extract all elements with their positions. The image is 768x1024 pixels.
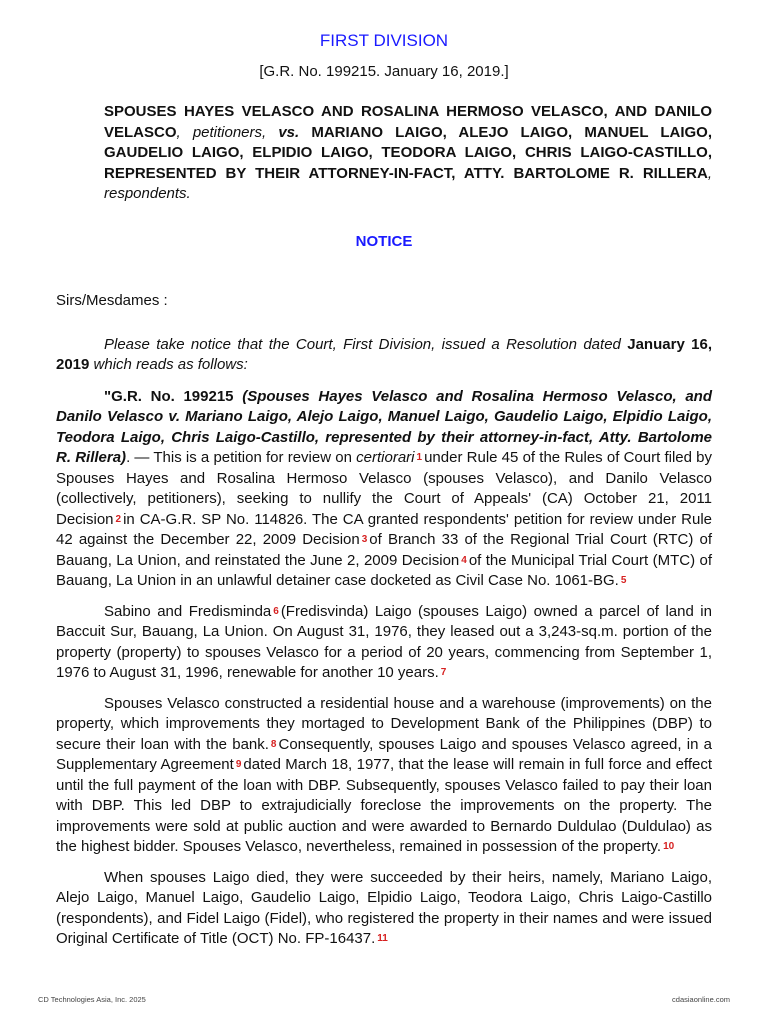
footer-site: cdasiaonline.com xyxy=(672,995,730,1004)
paragraph-text: Consequently, spouses Laigo and spouses Velasco agreed, in a Supplementary Agreement xyxy=(56,735,712,773)
intro-paragraph xyxy=(56,335,712,376)
paragraph-text: of the Municipal Trial Court (MTC) of Bauang, La Union in an unlawful detainer case docketed as Civil Case No. 1061-BG. xyxy=(56,551,712,589)
paragraph-text: dated March 18, 1977, that the lease will remain in full force and effect until the full payment of the loan with DBP. Subsequently, spouses Velasco failed to pay their loan with DBP. This led DBP to extrajudicially foreclose the improvements on the property. The improvements were sold at public auction and were awarded to Bernardo Duldulao (Duldulao) as the highest bidder. Spouses Velasco, nevertheless, remained in possession of the property. xyxy=(56,756,713,855)
case-number: [G.R. No. 199215. January 16, 2019.] xyxy=(259,63,509,80)
respondents-names: MARIANO LAIGO, ALEJO LAIGO, MANUEL LAIGO, GAUDELIO LAIGO, ELPIDIO LAIGO, TEODORA LAIGO, CHRIS LAIGO-CASTILLO, REPRESENTED BY THEIR ATTORNEY-IN-FACT, ATTY. BARTOLOME R. RILLERA xyxy=(104,123,713,182)
division-heading: FIRST DIVISION xyxy=(319,31,449,50)
footnote-link-1[interactable]: 1 xyxy=(416,452,423,463)
paragraph-text: under Rule 45 of the Rules of Court filed by Spouses Hayes and Rosalina Hermoso Velasco (spouses Velasco), and Danilo Velasco (collectively, petitioners), seeking to nullify the Court of Appeals' (CA) October 21, 2011 Decision xyxy=(56,449,713,528)
footnote-link-2[interactable]: 2 xyxy=(115,513,122,525)
footnote-link-8[interactable]: 8 xyxy=(270,738,277,750)
resolution-date: January 16, 2019 xyxy=(56,335,712,373)
body-paragraph-3 xyxy=(56,694,712,858)
versus-label: vs. xyxy=(278,123,300,141)
intro-text-end: which reads as follows: xyxy=(93,356,248,373)
petitioners-names: SPOUSES HAYES VELASCO AND ROSALINA HERMOSO VELASCO, AND DANILO VELASCO xyxy=(104,103,712,141)
paragraph-text: of Branch 33 of the Regional Trial Court (RTC) of Bauang, La Union, and reinstated the June 2, 2009 Decision xyxy=(56,531,712,569)
document-page xyxy=(56,28,712,950)
paragraph-text: When spouses Laigo died, they were succeeded by their heirs, namely, Mariano Laigo, Alejo Laigo, Manuel Laigo, Gaudelio Laigo, Elpidio Laigo, Teodora Laigo, Chris Laigo-Castillo (respondents), and Fidel Laigo (Fidel), who registered the property in their names and were issued Original Certificate of Title (OCT) No. FP-16437. xyxy=(56,868,712,947)
certiorari-term: certiorari xyxy=(356,449,415,466)
footnote-link-3[interactable]: 3 xyxy=(361,534,368,545)
paragraph-text: . — This is a petition for review on xyxy=(126,449,352,466)
footnote-link-9[interactable]: 9 xyxy=(235,759,242,770)
footer-copyright: CD Technologies Asia, Inc. 2025 xyxy=(38,995,146,1004)
case-caption: (Spouses Hayes Velasco and Rosalina Hermoso Velasco, and Danilo Velasco v. Mariano Laigo, Alejo Laigo, Manuel Laigo, Gaudelio Laigo, Elpidio Laigo, Teodora Laigo, Chris Laigo-Castillo, represented by their attorney-in-fact, Atty. Bartolome R. Rillera) xyxy=(56,387,713,466)
paragraph-text: in CA-G.R. SP No. 114826. The CA granted respondents' petition for review under Rule 42 against the December 22, 2009 Decision xyxy=(56,510,712,548)
footnote-link-11[interactable]: 11 xyxy=(377,933,388,944)
body-paragraph-2 xyxy=(56,602,712,684)
paragraph-text: Spouses Velasco constructed a residential house and a warehouse (improvements) on the property, which improvements they mortaged to Development Bank of the Philippines (DBP) to secure their loan with the bank. xyxy=(56,694,712,753)
footnote-link-6[interactable]: 6 xyxy=(273,605,279,617)
footnote-link-4[interactable]: 4 xyxy=(461,554,467,566)
quoted-grno: "G.R. No. 199215 xyxy=(104,387,234,405)
petitioners-role: , petitioners, xyxy=(176,123,267,141)
notice-title: NOTICE xyxy=(355,232,413,250)
body-paragraph-4 xyxy=(56,868,712,950)
intro-text: Please take notice that the Court, First Division, issued a Resolution dated xyxy=(104,335,621,353)
salutation: Sirs/Mesdames : xyxy=(56,291,168,309)
respondents-role: , respondents. xyxy=(104,164,712,202)
body-paragraph-1 xyxy=(56,387,712,592)
footnote-link-10[interactable]: 10 xyxy=(663,841,675,852)
case-parties xyxy=(104,102,712,205)
footnote-link-7[interactable]: 7 xyxy=(440,667,447,678)
paragraph-text: (Fredisvinda) Laigo (spouses Laigo) owned a parcel of land in Baccuit Sur, Bauang, La Union. On August 31, 1976, they leased out a 3,243-sq.m. portion of the property (property) to spouses Velasco for a period of 20 years, commencing from September 1, 1976 to August 31, 1996, renewable for another 10 years. xyxy=(56,602,712,681)
footnote-link-5[interactable]: 5 xyxy=(620,575,627,586)
paragraph-text: Sabino and Fredisminda xyxy=(104,602,272,620)
